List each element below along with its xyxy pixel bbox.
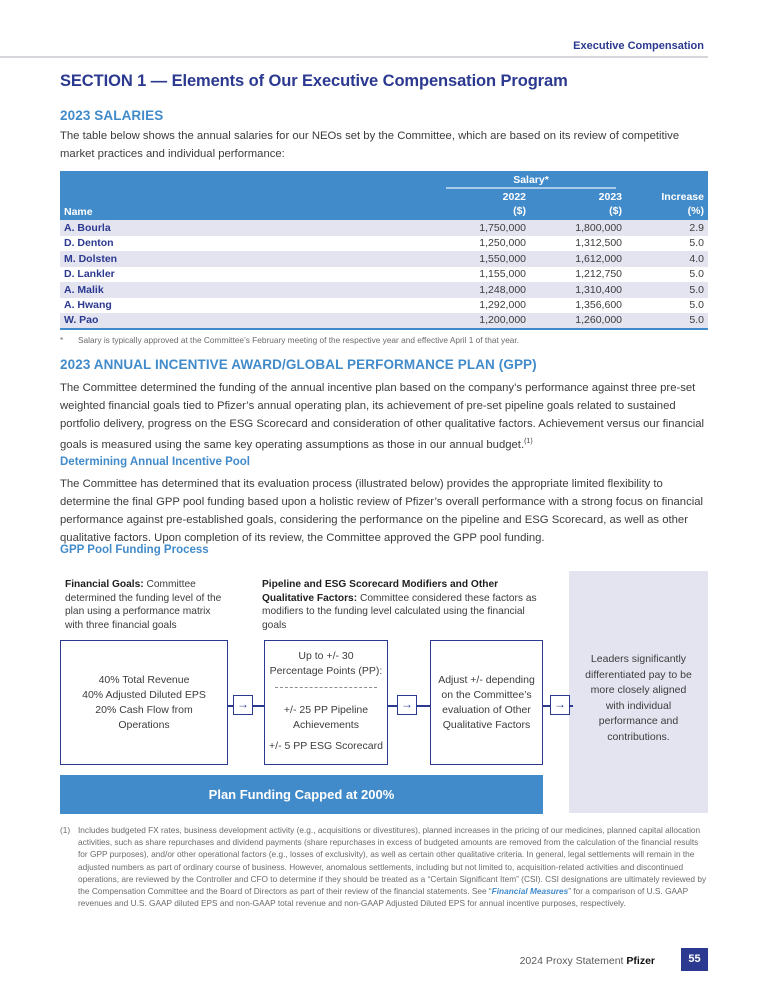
financial-goals-label: Financial Goals: Committee determined the funding level of the plan using a performance matrix with three financial goals (65, 579, 222, 631)
salaries-heading: 2023 SALARIES (60, 108, 164, 123)
section-title: SECTION 1 — Elements of Our Executive Compensation Program (60, 72, 568, 90)
pool-text: The Committee has determined that its evaluation process (illustrated below) provides the appropriate limited flexibility to determine the final GPP pool funding based upon a holistic review of Pfizer’s overall performance with a strong focus on financial performance against pre-established goals, considering the performance on the pipeline and ESG Scorecard, as well as other qualitative factors. Upon completion of its review, the Committee approved the GPP pool funding. (60, 478, 704, 544)
column-header-2022: 2022 ($) (438, 189, 530, 220)
leaders-differentiation-text: Leaders significantly differentiated pay to be more closely aligned with individual performance and contributions. (585, 653, 692, 743)
salary-table (60, 171, 708, 330)
qualitative-factors-box: Adjust +/- depending on the Committee’s evaluation of Other Qualitative Factors (430, 640, 543, 765)
pipeline-esg-box: Up to +/- 30 Percentage Points (PP): +/- 25 PP Pipeline Achievements +/- 5 PP ESG Scorecard (264, 640, 388, 765)
table-row: W. Pao 1,200,000 1,260,000 5.0 (60, 313, 708, 329)
table-row: M. Dolsten 1,550,000 1,612,000 4.0 (60, 251, 708, 267)
running-header: Executive Compensation (573, 40, 704, 52)
salaries-intro: The table below shows the annual salaries for our NEOs set by the Committee, which are based on its review of competitive market practices and individual performance: (60, 130, 680, 160)
column-header-name: Name (60, 189, 438, 220)
footnote-1: (1) Includes budgeted FX rates, business development activity (e.g., acquisitions or divestitures), planned increases in the pricing of our medicines, planned capital allocation activities, such as share repurchases and dividend payments (share repurchases in excess of budgeted amounts are removed from the calculation of the financial results for GPP purposes), and/or other operational factors (e.g., losses of exclusivity), as well as certain other qualitative criteria. In general, legal settlements will remain in the adjusted numbers as part of ordinary course of business. However, anomalous settlements, including but not limited to, acquisition-related activities and discontinued operations, are reviewed by the Controller and CFO to determine if they should be treated as a “Certain Significant Item” (CSI). CSI designations are ultimately reviewed by the Compensation Committee and the Board of Directors as part of their review of the financial statements. See “Financial Measures” for a comparison of U.S. GAAP revenues and U.S. GAAP diluted EPS and non-GAAP total revenue and non-GAAP Adjusted Diluted EPS for annual incentive purposes, respectively. (60, 825, 707, 909)
company-name: Pfizer (626, 955, 655, 967)
pool-heading: Determining Annual Incentive Pool (60, 456, 250, 468)
arrow-right-icon: → (550, 695, 570, 715)
financial-goals-box: 40% Total Revenue 40% Adjusted Diluted EPS 20% Cash Flow from Operations (60, 640, 228, 765)
process-heading: GPP Pool Funding Process (60, 544, 209, 556)
footnote-ref[interactable]: (1) (524, 438, 533, 445)
funding-cap-bar: Plan Funding Capped at 200% (60, 775, 543, 814)
table-row: D. Denton 1,250,000 1,312,500 5.0 (64, 237, 704, 250)
financial-measures-link[interactable]: Financial Measures (491, 886, 569, 897)
salary-group-header: Salary* (438, 171, 626, 189)
column-header-2023: 2023 ($) (530, 189, 626, 220)
page-number: 55 (681, 948, 708, 971)
table-row: A. Bourla 1,750,000 1,800,000 2.9 (60, 220, 708, 236)
salary-footnote: * Salary is typically approved at the Committee’s February meeting of the respective year and effective April 1 of that year. (60, 335, 520, 345)
header-rule (0, 56, 708, 58)
column-header-increase: Increase (%) (626, 189, 708, 220)
gpp-intro: The Committee determined the funding of the annual incentive plan based on the company’s performance against three pre-set weighted financial goals tied to Pfizer’s annual operating plan, its achievement of pre-set pipeline goals related to sustained portfolio delivery, progress on the ESG Scorecard and consideration of other qualitative factors. Achievement versus our financial goals is measured using the same key operating assumptions as those in our annual budget.$^{(1)}$ (60, 382, 705, 451)
modifiers-label: Pipeline and ESG Scorecard Modifiers and Other Qualitative Factors: Committee considered these factors as modifiers to the funding level calculated using the financial goals (262, 579, 537, 631)
table-row: A. Hwang 1,292,000 1,356,600 5.0 (64, 299, 704, 312)
arrow-right-icon: → (233, 695, 253, 715)
page-footer: 2024 Proxy Statement Pfizer (519, 955, 655, 967)
dashed-divider (275, 687, 377, 688)
arrow-right-icon: → (397, 695, 417, 715)
gpp-heading: 2023 ANNUAL INCENTIVE AWARD/GLOBAL PERFORMANCE PLAN (GPP) (60, 357, 537, 372)
table-row: A. Malik 1,248,000 1,310,400 5.0 (60, 282, 708, 298)
table-row: D. Lankler 1,155,000 1,212,750 5.0 (64, 268, 704, 281)
header-blank (60, 171, 438, 189)
